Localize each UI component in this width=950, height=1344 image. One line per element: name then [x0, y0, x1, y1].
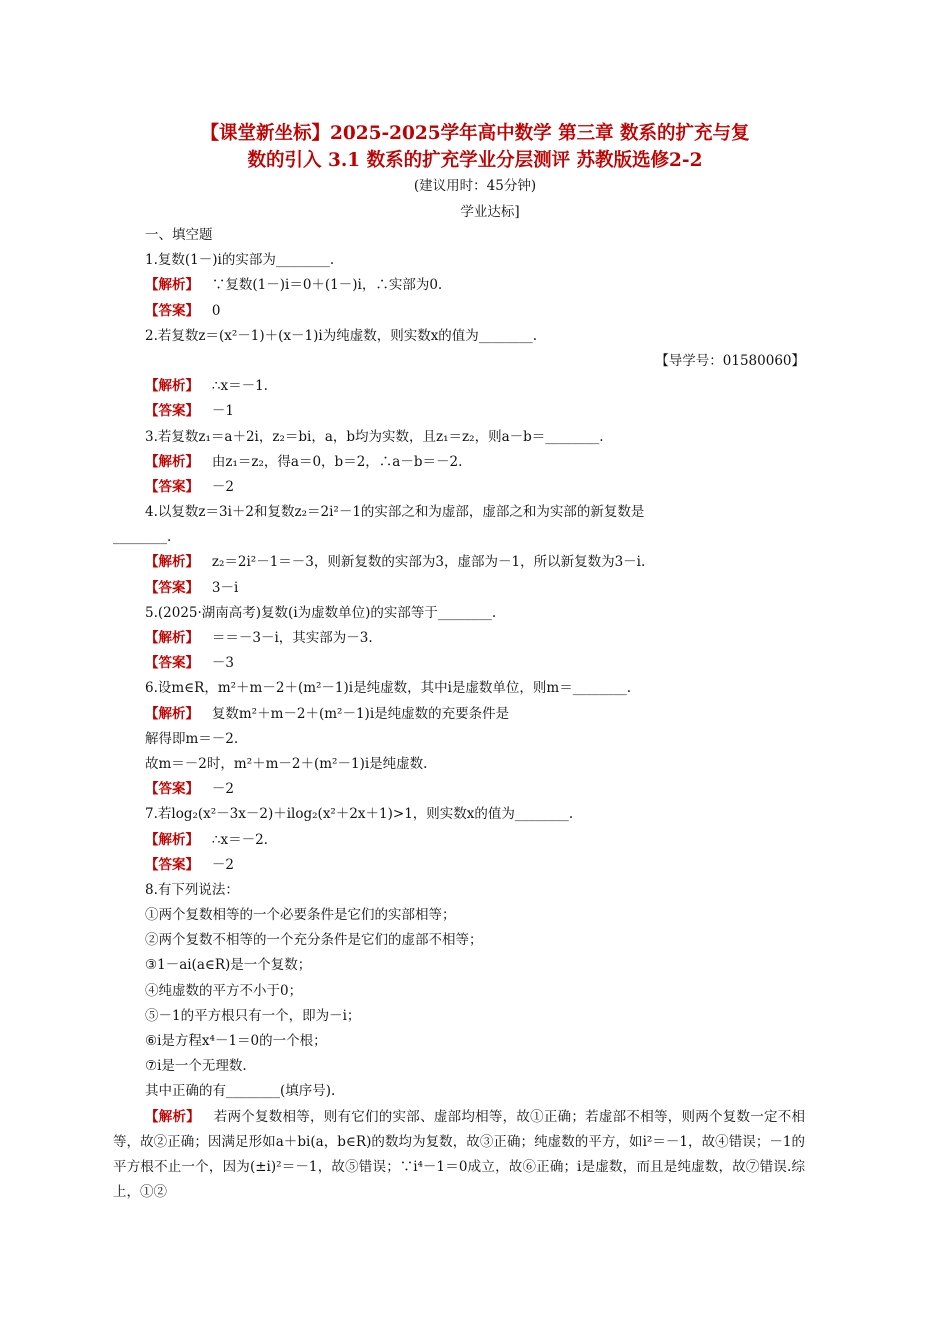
question-8-stem: 8.有下列说法： [145, 881, 239, 898]
question-5-answer: 【答案】 －3 [145, 655, 234, 672]
question-2-answer: 【答案】 －1 [145, 403, 234, 420]
time-hint: (建议用时：45分钟) [413, 178, 537, 194]
question-4-answer: 【答案】 3－i [145, 579, 239, 596]
question-3-analysis: 【解析】 由z₁＝z₂，得a＝0，b＝2，∴a－b＝－2. [145, 453, 463, 470]
question-5-analysis: 【解析】 ＝＝－3－i，其实部为－3. [145, 630, 373, 646]
question-1-answer: 【答案】 0 [145, 302, 221, 319]
question-3-stem: 3.若复数z₁＝a＋2i，z₂＝bi，a，b均为实数，且z₁＝z₂，则a－b＝________. [145, 428, 604, 445]
question-4-stem-end: ________. [113, 529, 172, 546]
question-7-stem: 7.若log₂(x²－3x－2)＋ilog₂(x²＋2x＋1)>1，则实数x的值为________. [145, 806, 574, 823]
question-3-answer: 【答案】 －2 [145, 478, 234, 495]
question-5-stem: 5.(2025·湖南高考)复数(i为虚数单位)的实部等于________. [145, 604, 497, 621]
section-heading: 学业达标] [460, 204, 520, 220]
guide-number: 【导学号：01580060】 [655, 352, 805, 369]
question-4-stem: 4.以复数z＝3i＋2和复数z₂＝2i²－1的实部之和为虚部，虚部之和为实部的新复数是 [145, 504, 645, 521]
question-8-ask: 其中正确的有________(填序号). [145, 1083, 336, 1100]
question-8-item: ②两个复数不相等的一个充分条件是它们的虚部不相等； [145, 932, 483, 949]
question-6-analysis: 【解析】 复数m²＋m－2＋(m²－1)i是纯虚数的充要条件是 [145, 705, 510, 722]
question-1-stem: 1.复数(1－)i的实部为________. [145, 252, 335, 269]
question-8-item: ⑥i是方程x⁴－1＝0的一个根； [145, 1033, 327, 1049]
question-8-item: ⑦i是一个无理数. [145, 1058, 247, 1075]
question-6-conclusion: 故m＝－2时，m²＋m－2＋(m²－1)i是纯虚数. [145, 755, 428, 772]
question-8-item: ④纯虚数的平方不小于0； [145, 982, 303, 999]
question-4-analysis: 【解析】 z₂＝2i²－1＝－3，则新复数的实部为3，虚部为－1，所以新复数为3－i. [145, 554, 646, 571]
question-7-answer: 【答案】 －2 [145, 856, 234, 873]
document-body [113, 223, 806, 1205]
question-8-item: ③1－ai(a∈R)是一个复数； [145, 957, 312, 974]
question-8-analysis: 【解析】 若两个复数相等，则有它们的实部、虚部均相等，故①正确；若虚部不相等，则两个复数一定不相等，故②正确；因满足形如a＋bi(a，b∈R)的数均为复数，故③正确；纯虚数的平方，如i²＝－1，故④错误；－1的平方根不止一个，因为(±i)²＝－1，故⑤错误；∵i⁴－1＝0成立，故⑥正确；i是虚数，而且是纯虚数，故⑦错误.综上，①② [113, 1108, 806, 1201]
question-2-stem: 2.若复数z＝(x²－1)＋(x－1)i为纯虚数，则实数x的值为________. [145, 327, 538, 344]
question-2-analysis: 【解析】 ∴x＝－1. [145, 378, 268, 395]
question-7-analysis: 【解析】 ∴x＝－2. [145, 831, 268, 848]
question-8-item: ⑤－1的平方根只有一个，即为－i； [145, 1007, 361, 1024]
question-8-item: ①两个复数相等的一个必要条件是它们的实部相等； [145, 907, 456, 924]
document-title: 【课堂新坐标】2025-2025学年高中数学 第三章 数系的扩充与复 数的引入 3.1 数系的扩充学业分层测评 苏教版选修2-2 [200, 123, 750, 171]
question-1-analysis: 【解析】 ∵复数(1－)i＝0＋(1－)i，∴实部为0. [145, 277, 443, 294]
question-6-solve: 解得即m＝－2. [145, 730, 239, 747]
question-6-answer: 【答案】 －2 [145, 781, 234, 798]
question-6-stem: 6.设m∈R，m²＋m－2＋(m²－1)i是纯虚数，其中i是虚数单位，则m＝________. [145, 680, 632, 697]
part-title: 一、填空题 [145, 227, 213, 243]
